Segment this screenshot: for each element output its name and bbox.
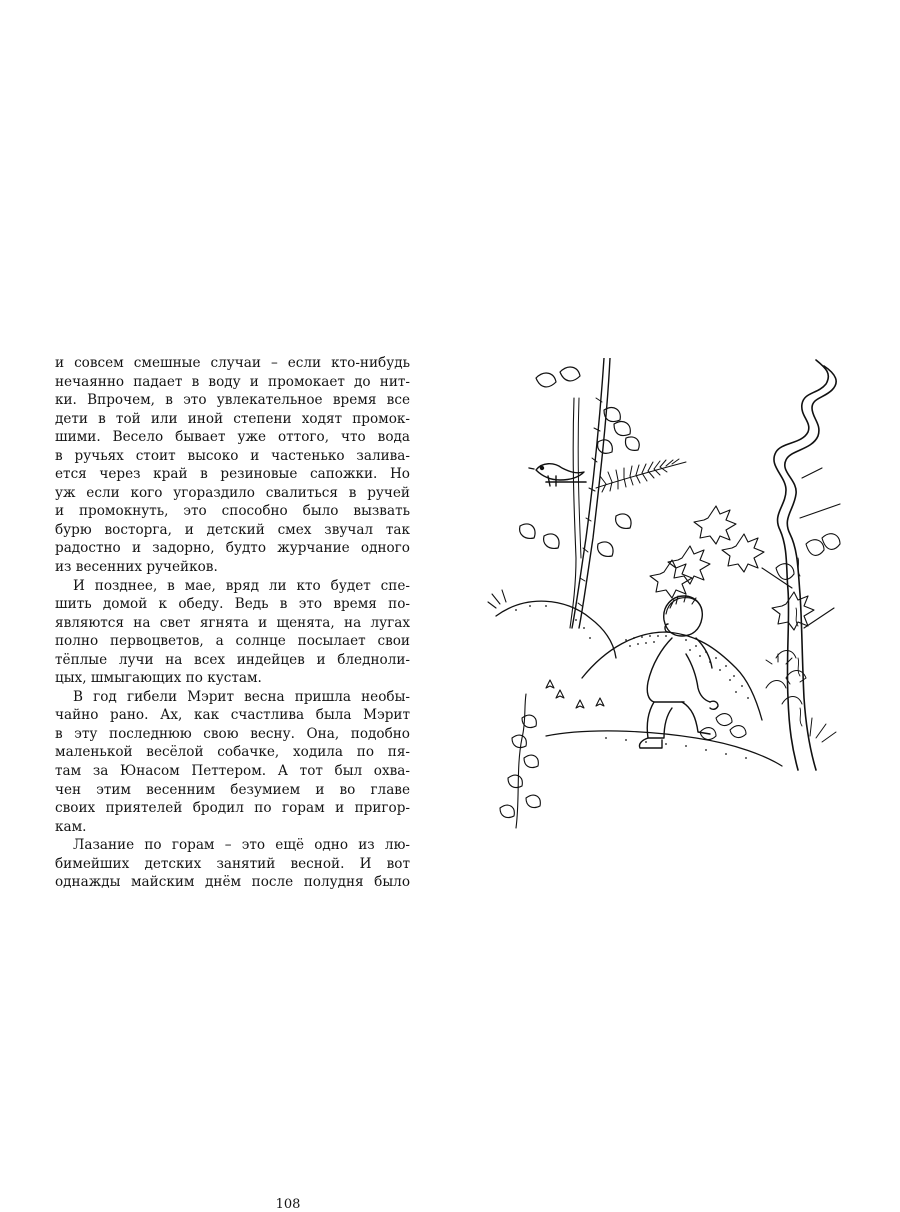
text-line: шить домой к обеду. Ведь в это время по-	[55, 596, 410, 613]
text-line: из весенних ручейков.	[55, 559, 218, 576]
text-line: однажды майским днём после полудня было	[55, 874, 410, 891]
text-line: ки. Впрочем, в это увлекательное время все	[55, 392, 410, 409]
text-line: Лазание по горам – это ещё одно из лю-	[73, 837, 410, 854]
boy-figure	[639, 595, 718, 748]
bird	[529, 464, 586, 486]
text-line: маленькой весёлой собачке, ходила по пя-	[55, 744, 410, 761]
text-line: там за Юнасом Петтером. А тот был охва-	[55, 763, 410, 780]
text-line: радостно и задорно, будто журчание одного	[55, 540, 410, 557]
maple-leaves	[650, 506, 840, 630]
foreground-plants	[488, 590, 836, 828]
text-line: дети в той или иной степени ходят промок-	[55, 410, 410, 427]
text-line: полно первоцветов, а солнце посылает свои	[55, 633, 410, 650]
text-line: в эту последнюю свою весну. Она, подобно	[55, 725, 410, 742]
text-line: и совсем смешные случаи – если кто-нибудь	[55, 355, 410, 371]
text-line: бурю восторга, и детский смех звучал так	[55, 521, 410, 538]
text-line: чайно рано. Ах, как счастлива была Мэрит	[55, 707, 410, 724]
text-line: тёплые лучи на всех индейцев и бледноли-	[55, 651, 410, 668]
left-tree	[570, 358, 610, 628]
body-text	[55, 354, 410, 892]
text-line: кам.	[55, 818, 87, 835]
text-line: уж если кого угораздило свалиться в ручей	[55, 484, 410, 501]
paragraph-2	[55, 577, 410, 688]
paragraph-1	[55, 354, 410, 577]
text-line: нечаянно падает в воду и промокает до нит-	[55, 373, 410, 390]
text-line: И позднее, в мае, вряд ли кто будет спе-	[73, 577, 410, 594]
text-line: своих приятелей бродил по горам и пригор-	[55, 800, 410, 817]
paragraph-3	[55, 688, 410, 836]
page-number: 108	[275, 1197, 301, 1212]
text-line: цых, шмыгающих по кустам.	[55, 670, 262, 687]
text-line: ется через край в резиновые сапожки. Но	[55, 466, 410, 483]
text-line: являются на свет ягнята и щенята, на лугах	[55, 614, 410, 631]
pine-branch	[596, 459, 686, 492]
right-bush	[766, 651, 806, 705]
text-line: чен этим весенним безумием и во главе	[55, 781, 410, 798]
paragraph-4	[55, 836, 410, 892]
left-page	[55, 354, 410, 1212]
illustration	[486, 358, 858, 834]
ink-illustration	[486, 358, 858, 834]
text-line: в ручьях стоит высоко и частенько залива-	[55, 447, 410, 464]
text-line: шими. Весело бывает уже оттого, что вода	[55, 429, 410, 446]
text-line: и промокнуть, это способно было вызвать	[55, 503, 410, 520]
text-line: В год гибели Мэрит весна пришла необы-	[73, 688, 410, 705]
right-tree	[762, 360, 840, 770]
text-line: бимейших детских занятий весной. И вот	[55, 855, 410, 872]
hill	[496, 601, 782, 766]
